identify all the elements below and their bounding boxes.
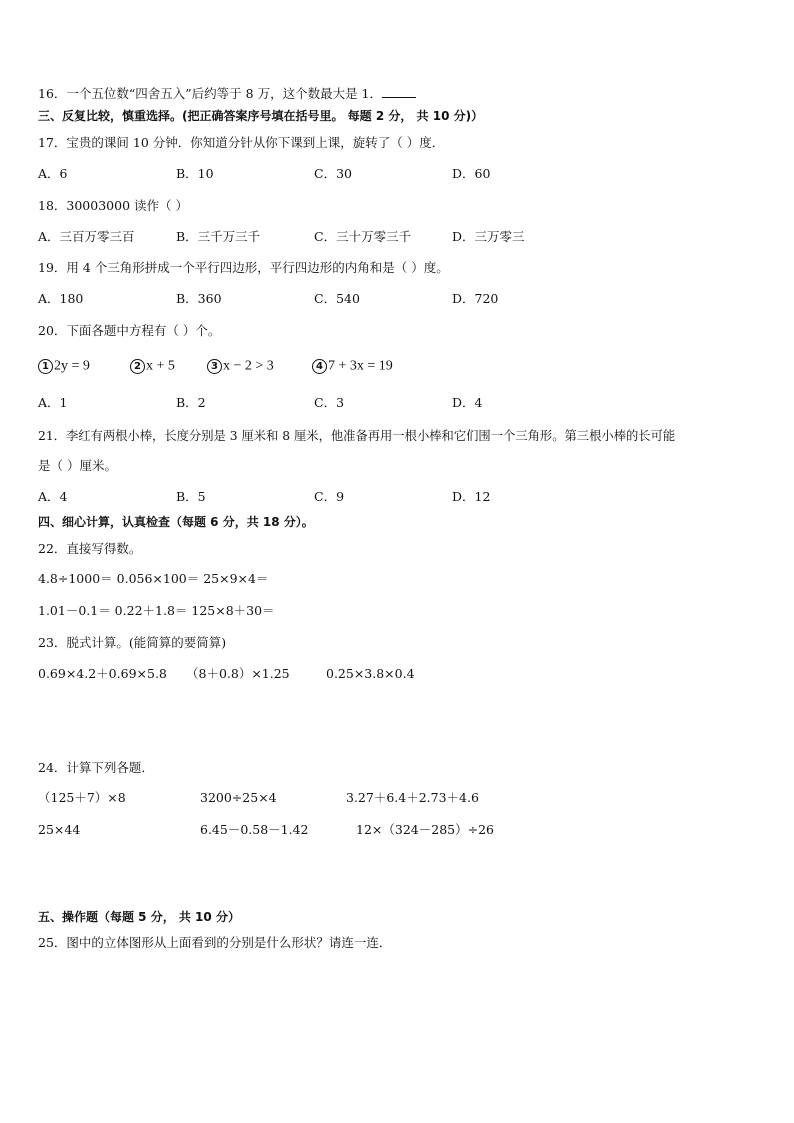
q24-item-6: 12×（324－285）÷26: [356, 822, 494, 837]
q17-option-c[interactable]: C．30: [314, 166, 352, 181]
q19-option-d[interactable]: D．720: [452, 291, 499, 306]
question-19-text: 19．用 4 个三角形拼成一个平行四边形，平行四边形的内角和是（ ）度。: [38, 260, 449, 275]
q19-option-a[interactable]: A．180: [38, 291, 84, 306]
q21-option-b[interactable]: B．5: [176, 489, 206, 504]
q21-option-a[interactable]: A．4: [38, 489, 68, 504]
q20-item-3: [207, 359, 274, 374]
q24-item-4: 25×44: [38, 822, 81, 837]
q20-item-2: [130, 359, 175, 374]
q18-option-c[interactable]: C．三十万零三千: [314, 229, 412, 244]
section-5-title: 五、操作题（每题 5 分， 共 10 分）: [38, 910, 240, 924]
q20-option-c[interactable]: C．3: [314, 395, 345, 410]
q21-option-c[interactable]: C．9: [314, 489, 345, 504]
question-23-text: 23．脱式计算。(能简算的要简算): [38, 635, 227, 650]
question-25-text: 25．图中的立体图形从上面看到的分别是什么形状？请连一连．: [38, 935, 392, 950]
q24-item-1: （125＋7）×8: [38, 790, 126, 805]
q23-item-3: 0.25×3.8×0.4: [326, 666, 415, 681]
q17-option-d[interactable]: D．60: [452, 166, 491, 181]
q22-row-2: 1.01－0.1＝ 0.22＋1.8＝ 125×8＋30＝: [38, 603, 275, 618]
equation: x − 2 > 3: [223, 358, 274, 374]
q23-item-1: 0.69×4.2＋0.69×5.8: [38, 666, 167, 681]
circled-number: 1: [38, 359, 53, 374]
q19-option-b[interactable]: B．360: [176, 291, 222, 306]
q23-item-2: （8＋0.8）×1.25: [186, 666, 290, 681]
question-24-text: 24．计算下列各题．: [38, 760, 154, 775]
circled-number: 2: [130, 359, 145, 374]
q20-item-1: [38, 359, 90, 374]
question-18-text: 18．30003000 读作（ ）: [38, 198, 188, 213]
q21-option-d[interactable]: D．12: [452, 489, 491, 504]
circled-number: 3: [207, 359, 222, 374]
question-21-text-line1: 21．李红有两根小棒，长度分别是 3 厘米和 8 厘米，他准备再用一根小棒和它们围一个三角形。第三根小棒的长可能: [38, 429, 676, 443]
question-16-text: 16．一个五位数“四舍五入”后约等于 8 万，这个数最大是 1．: [38, 86, 383, 101]
q19-option-c[interactable]: C．540: [314, 291, 360, 306]
section-3-title: 三、反复比较，慎重选择。(把正确答案序号填在括号里。 每题 2 分， 共 10 分)）: [38, 109, 484, 123]
q20-option-a[interactable]: A．1: [38, 395, 68, 410]
q24-item-3: 3.27＋6.4＋2.73＋4.6: [346, 790, 479, 805]
circled-number: 4: [312, 359, 327, 374]
q18-option-a[interactable]: A．三百万零三百: [38, 229, 135, 244]
equation: 2y = 9: [54, 358, 90, 374]
q24-item-2: 3200÷25×4: [200, 790, 277, 805]
q17-option-a[interactable]: A．6: [38, 166, 68, 181]
question-22-text: 22．直接写得数。: [38, 541, 142, 556]
q24-item-5: 6.45－0.58－1.42: [200, 822, 309, 837]
equation: x + 5: [146, 358, 175, 374]
q18-option-d[interactable]: D．三万零三: [452, 229, 525, 244]
question-17-text: 17．宝贵的课间 10 分钟．你知道分针从你下课到上课，旋转了（ ）度．: [38, 135, 445, 150]
question-21-text-line2: 是（ ）厘米。: [38, 458, 117, 473]
section-4-title: 四、细心计算，认真检查（每题 6 分，共 18 分）。: [38, 515, 314, 529]
q20-option-b[interactable]: B．2: [176, 395, 206, 410]
equation: 7 + 3x = 19: [328, 358, 393, 374]
q22-row-1: 4.8÷1000＝ 0.056×100＝ 25×9×4＝: [38, 571, 269, 586]
q17-option-b[interactable]: B．10: [176, 166, 214, 181]
q20-option-d[interactable]: D．4: [452, 395, 483, 410]
q20-item-4: [312, 359, 393, 374]
question-20-text: 20．下面各题中方程有（ ）个。: [38, 323, 221, 338]
question-16: [38, 86, 416, 101]
answer-blank[interactable]: [382, 86, 416, 98]
q18-option-b[interactable]: B．三千万三千: [176, 229, 261, 244]
